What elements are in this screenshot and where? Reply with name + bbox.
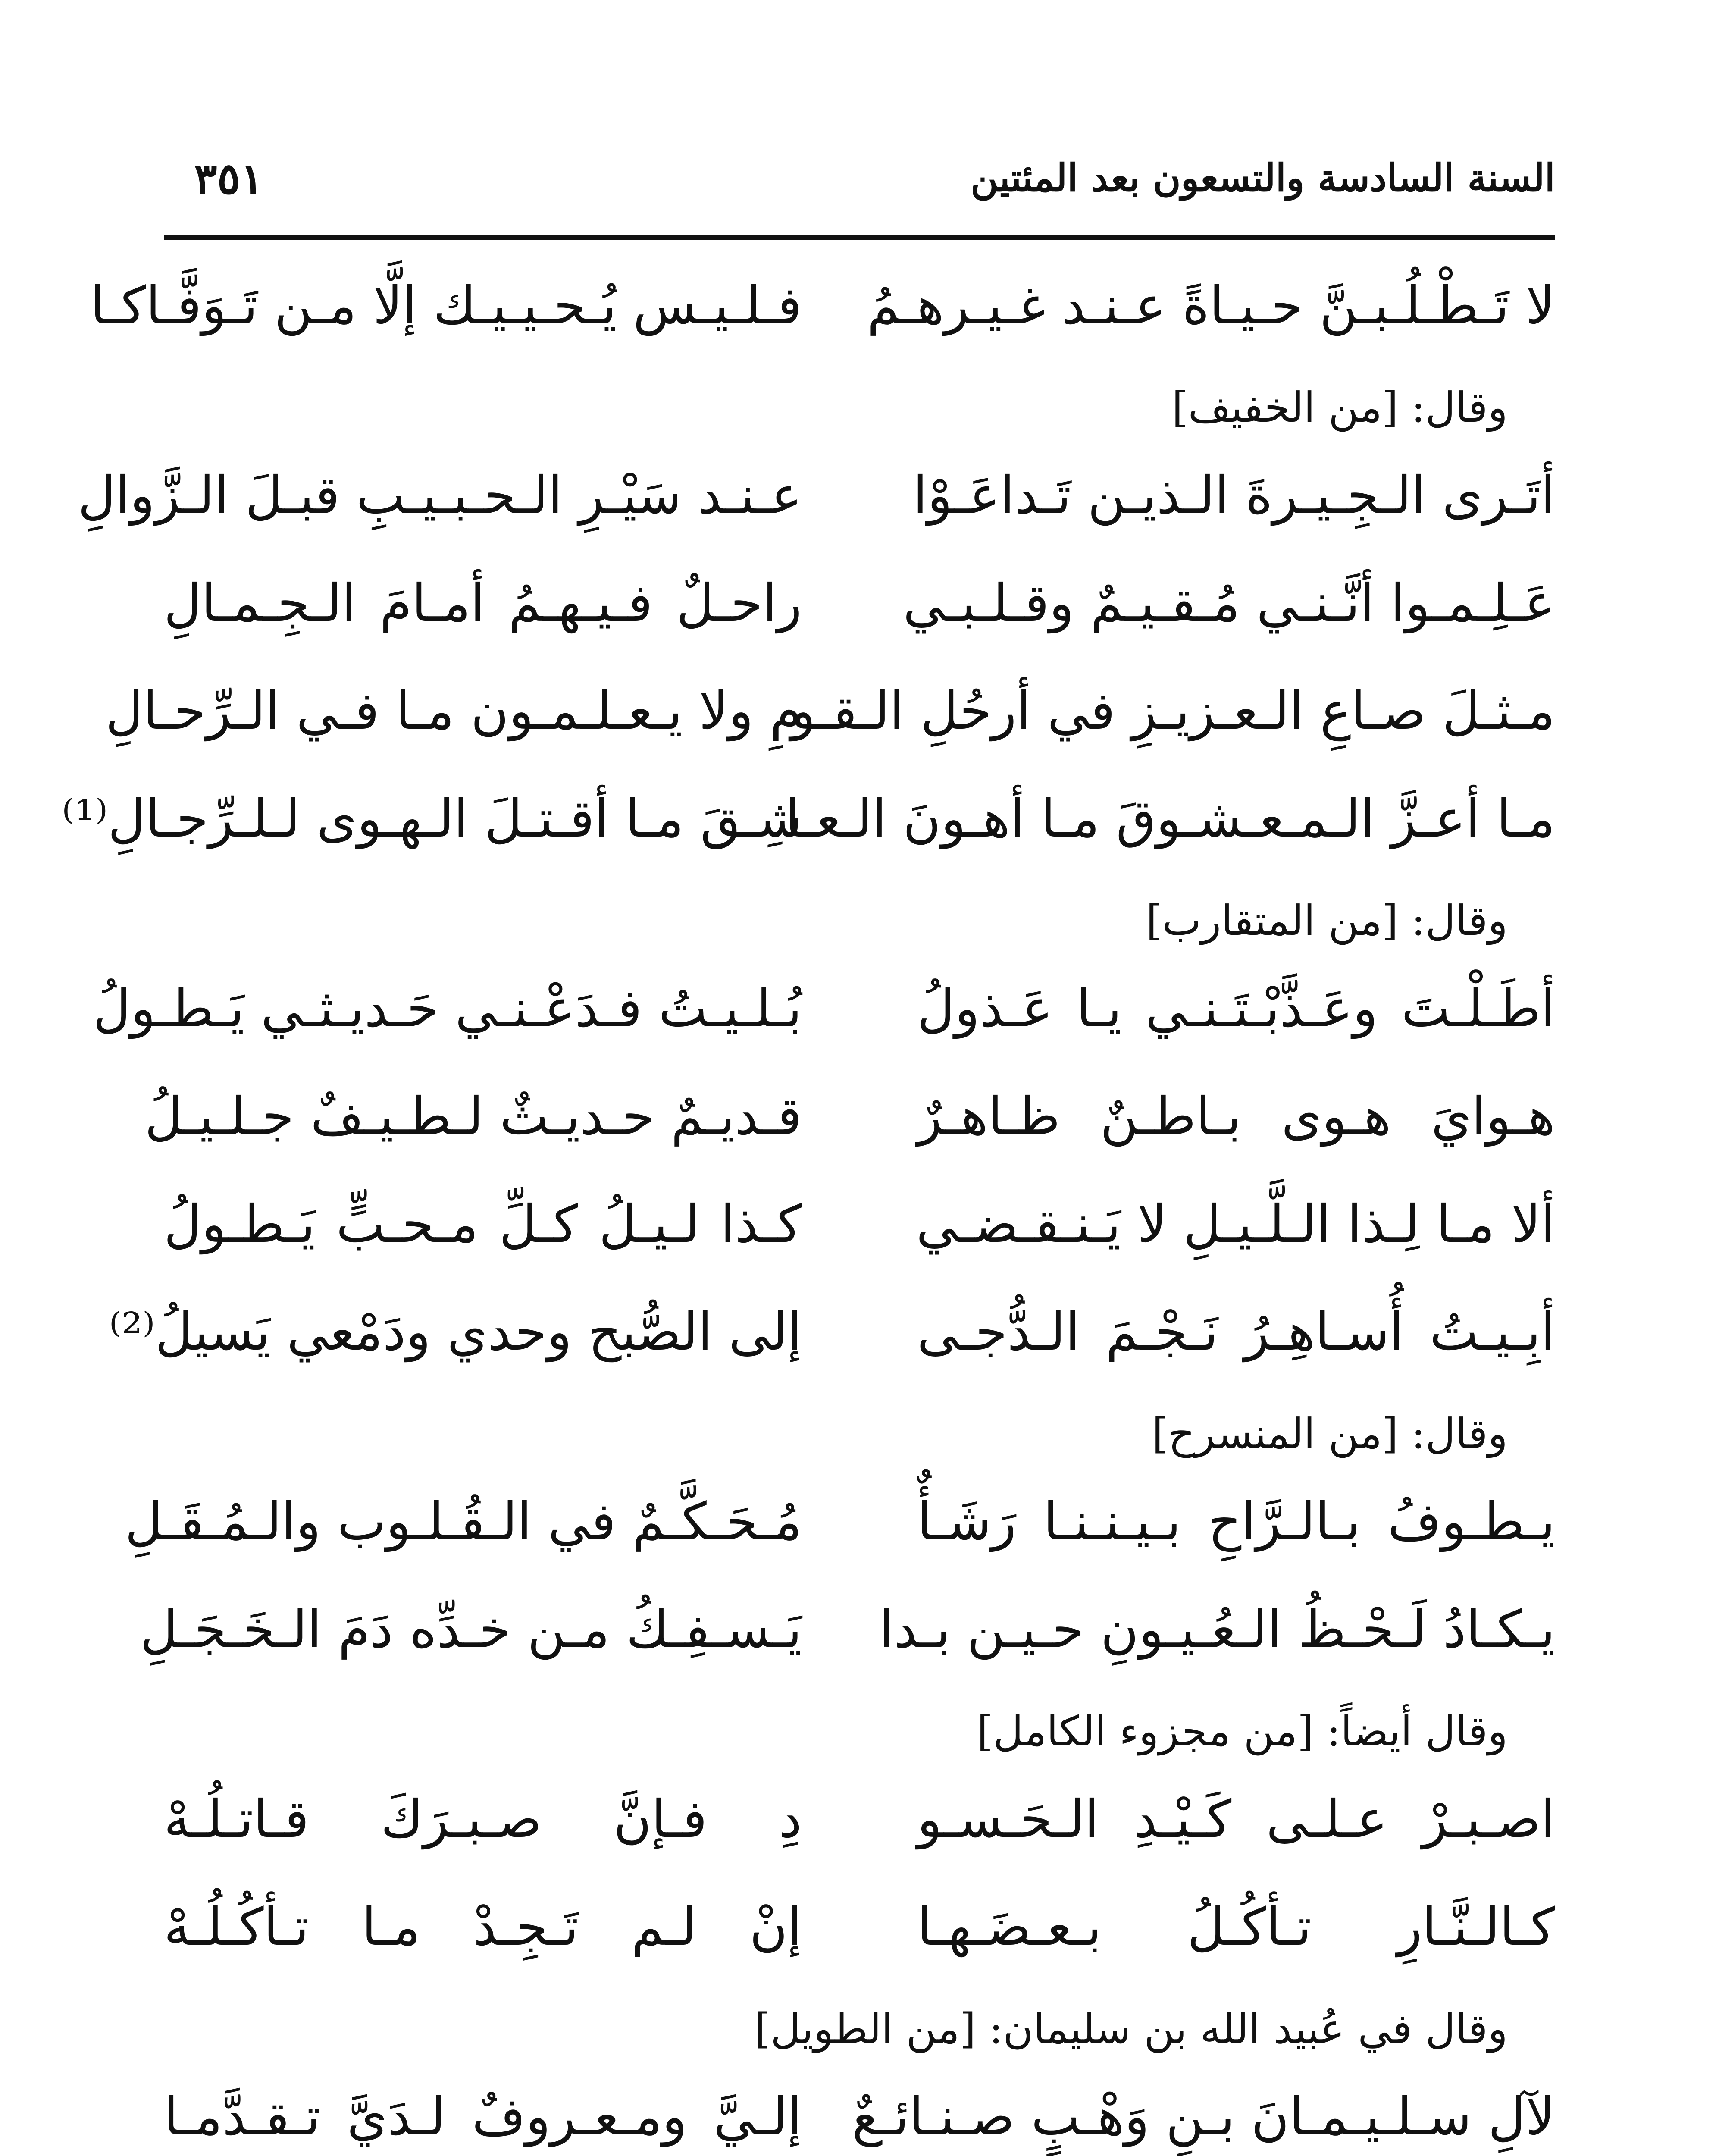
verse-second-hemistich: قـديـمٌ حـديـثٌ لـطـيـفٌ جـلـيـلُ (144, 1087, 802, 1147)
verse-second-hemistich: مُـحَـكَّـمٌ في الـقُـلـوب والـمُـقَـلِ (125, 1492, 802, 1552)
meter-intro-line: وقال: [من الخفيف] (1172, 383, 1508, 432)
verse-line (164, 556, 1555, 664)
running-header-title: السنة السادسة والتسعون بعد المئتين (970, 155, 1555, 200)
verse-first-hemistich: أبِـيـتُ أُسـاهِـرُ نَـجْـمَ الـدُّجـى (917, 1302, 1555, 1362)
verse-first-hemistich: لآلِ سـلـيـمـانَ بـنِ وَهْـبٍ صـنـائـعٌ (852, 2087, 1555, 2147)
verse-first-hemistich: مـثـلَ صـاعِ الـعـزيـزِ في أرحُلِ الـقـو (790, 681, 1555, 741)
verse-first-hemistich: هـوايَ هـوى بـاطـنٌ ظـاهـرٌ (917, 1087, 1555, 1147)
verse-second-hemistich: راحـلٌ فـيـهـمُ أمـامَ الـجِـمـالِ (164, 573, 802, 633)
verse-second-hemistich: يَـسـفِـكُ مـن خـدِّه دَمَ الـخَـجَـلِ (140, 1600, 802, 1660)
header-rule (164, 235, 1555, 240)
verse-line (105, 664, 1555, 772)
meter-intro-line: وقال في عُبيد الله بن سليمان: [من الطويل] (754, 2005, 1508, 2053)
verse-second-hemistich: مِ ولا يـعـلـمـون مـا فـي الـرِّحـالِ (105, 681, 802, 741)
verse-first-hemistich: يـطـوفُ بـالـرَّاحِ بـيـنـنـا رَشَـأٌ (917, 1492, 1555, 1552)
verse-line (78, 448, 1555, 556)
verse-line (93, 962, 1555, 1069)
verse-line (164, 1772, 1555, 1880)
verse-second-hemistich: إلى الصُّبح وحدي ودَمْعي يَسيلُ⁽²⁾ (109, 1302, 802, 1362)
verse-first-hemistich: مـا أعـزَّ الـمـعـشـوقَ مـا أهـونَ الـعـا (785, 789, 1555, 849)
verse-first-hemistich: لا تَـطْـلُـبـنَّ حـيـاةً عـنـد غـيـرهـمُ (867, 276, 1555, 336)
verse-second-hemistich: بُـلـيـتُ فـدَعْـنـي حَـديـثـي يَـطـولُ (93, 979, 802, 1039)
verse-first-hemistich: أطَـلْـتَ وعَـذَّبْـتَـنـي يـا عَـذولُ (917, 979, 1555, 1039)
verse-line (140, 1583, 1555, 1690)
meter-intro-line: وقال: [من المنسرح] (1152, 1410, 1508, 1458)
verse-first-hemistich: اصـبـرْ عـلـى كَـيْـدِ الـحَـسـو (917, 1789, 1555, 1849)
verse-line (125, 1475, 1555, 1583)
verse-second-hemistich: عـنـد سَيْـرِ الـحـبـيـبِ قبـلَ الـزَّوالِ (78, 466, 802, 526)
meter-intro-line: وقال أيضاً: [من مجزوء الكامل] (977, 1707, 1508, 1755)
verse-line (90, 259, 1555, 367)
verse-second-hemistich: دِ فـإنَّ صـبـرَكَ قـاتـلُـهْ (164, 1789, 802, 1849)
verse-second-hemistich: إلـيَّ ومـعـروفٌ لـدَيَّ تـقـدَّمـا (164, 2087, 802, 2147)
verse-second-hemistich: فـلـيـس يُـحـيـيـك إلَّا مـن تَـوَفَّـاكـا (90, 276, 802, 336)
verse-first-hemistich: ألا مـا لِـذا الـلَّـيـلِ لا يَـنـقـضـي (916, 1194, 1555, 1254)
verse-first-hemistich: عَـلِـمـوا أنَّـنـي مُـقـيـمٌ وقـلـبـي (903, 573, 1555, 633)
verse-line (62, 772, 1555, 880)
verse-first-hemistich: كـالـنَّـارِ تـأكُـلُ بـعـضَـهـا (917, 1897, 1555, 1957)
verse-second-hemistich: إنْ لـم تَـجِـدْ مـا تـأكُـلُـهْ (164, 1897, 802, 1957)
poem-body (62, 259, 1555, 2156)
meter-intro-line: وقال: [من المتقارب] (1146, 896, 1508, 945)
verse-line (164, 1880, 1555, 1988)
verse-line (109, 1285, 1555, 1393)
verse-second-hemistich: كـذا لـيـلُ كـلِّ مـحـبٍّ يَـطـولُ (164, 1194, 802, 1254)
page-number: ٣٥١ (194, 153, 264, 204)
verse-line (164, 2070, 1555, 2156)
verse-second-hemistich: شِـقَ مـا أقـتـلَ الـهـوى لـلـرِّجـالِ⁽¹⁾ (62, 789, 802, 849)
verse-line (164, 1177, 1555, 1285)
verse-line (144, 1069, 1555, 1177)
verse-first-hemistich: أتَـرى الـجِـيـرةَ الـذيـن تَـداعَـوْا (913, 466, 1555, 526)
verse-first-hemistich: يـكـادُ لَـحْـظُ الـعُـيـونِ حـيـن بـدا (879, 1600, 1555, 1660)
